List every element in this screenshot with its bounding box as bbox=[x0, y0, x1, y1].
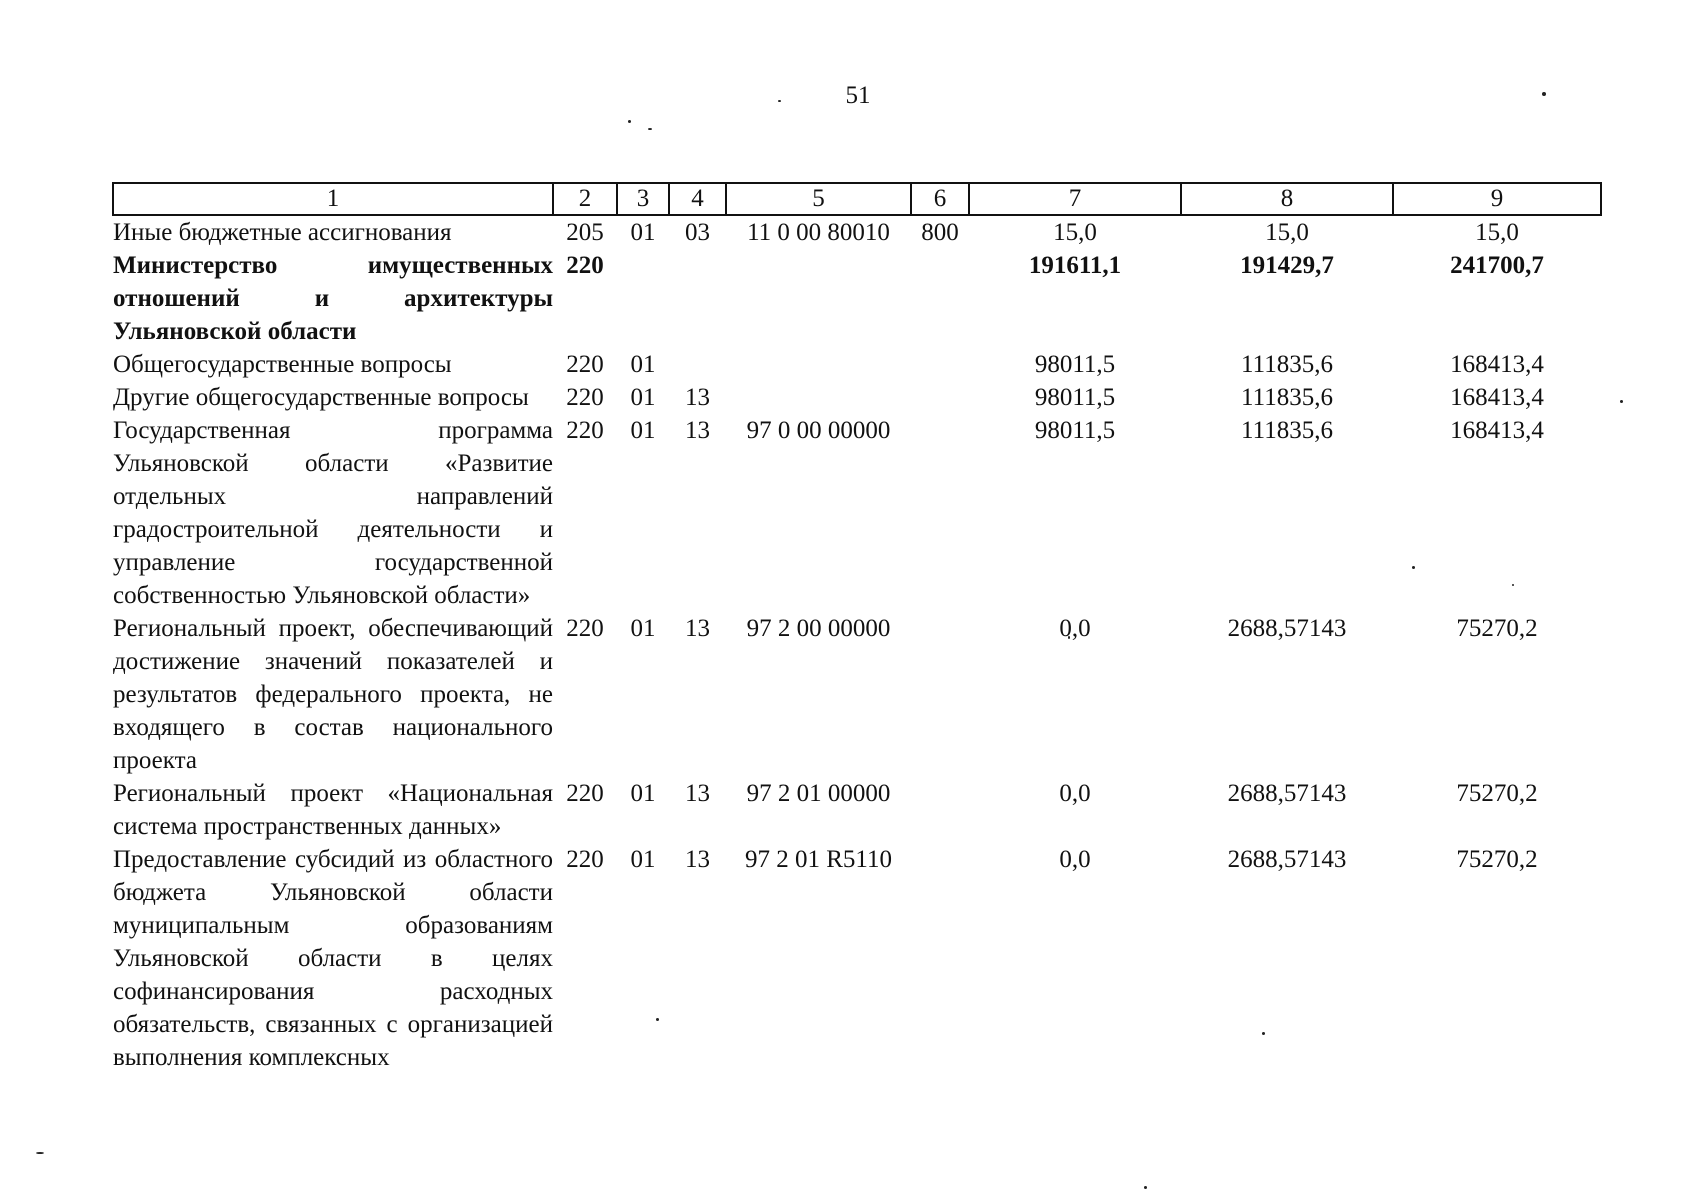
amount-cell: 0,0 bbox=[1059, 846, 1091, 873]
amount-cell: 98011,5 bbox=[1034, 351, 1116, 378]
subsection-cell: 03 bbox=[685, 219, 710, 246]
section-cell: 01 bbox=[630, 846, 656, 873]
subsection-cell bbox=[669, 249, 726, 348]
header-row bbox=[113, 183, 1601, 215]
row-name-cell: Иные бюджетные ассигнования bbox=[113, 219, 452, 246]
target-article-cell: 97 2 01 R5110 bbox=[745, 846, 892, 873]
ministry-code-cell: 220 bbox=[566, 252, 604, 279]
amount-cell: 98011,5 bbox=[1034, 417, 1116, 444]
header-cell: 8 bbox=[1181, 183, 1393, 215]
ministry-code-cell: 220 bbox=[566, 351, 604, 378]
ministry-code-cell: 220 bbox=[566, 780, 604, 807]
expense-type-cell bbox=[911, 843, 969, 1074]
amount-cell: 15,0 bbox=[1265, 219, 1309, 246]
section-cell: 01 bbox=[630, 417, 656, 444]
ministry-code-cell: 220 bbox=[566, 846, 604, 873]
header-cell: 6 bbox=[911, 183, 969, 215]
amount-cell: 75270,2 bbox=[1456, 615, 1538, 642]
amount-cell: 111835,6 bbox=[1241, 351, 1333, 378]
expense-type-cell bbox=[911, 249, 969, 348]
amount-cell: 191429,7 bbox=[1240, 252, 1334, 279]
table-row bbox=[113, 381, 1601, 414]
expense-type-cell bbox=[911, 381, 969, 414]
table-row bbox=[113, 414, 1601, 612]
subsection-cell: 13 bbox=[685, 846, 710, 873]
section-cell: 01 bbox=[630, 780, 656, 807]
amount-cell: 2688,57143 bbox=[1227, 846, 1347, 873]
row-name-cell: Предоставление субсидий из областного бюджета Ульяновской области муниципальным образованиям Ульяновской области в целях софинансирования расходных обязательств, связанных с организацией выполнения комплексных bbox=[113, 846, 553, 1071]
amount-cell: 15,0 bbox=[1475, 219, 1519, 246]
amount-cell: 2688,57143 bbox=[1227, 615, 1347, 642]
header-cell: 1 bbox=[113, 183, 553, 215]
subsection-cell: 13 bbox=[685, 780, 710, 807]
scan-speck bbox=[778, 100, 781, 102]
row-name-cell: Общегосударственные вопросы bbox=[113, 351, 452, 378]
amount-cell: 0,0 bbox=[1059, 780, 1091, 807]
target-article-cell bbox=[726, 381, 911, 414]
row-name-cell: Региональный проект «Национальная система пространственных данных» bbox=[113, 780, 553, 840]
scan-speck bbox=[628, 120, 631, 123]
target-article-cell bbox=[726, 249, 911, 348]
expense-type-cell bbox=[911, 612, 969, 777]
amount-cell: 111835,6 bbox=[1241, 384, 1333, 411]
amount-cell: 168413,4 bbox=[1450, 384, 1544, 411]
scan-speck bbox=[1620, 400, 1623, 403]
section-cell bbox=[617, 249, 669, 348]
scan-speck bbox=[1144, 1186, 1147, 1189]
amount-cell: 98011,5 bbox=[1034, 384, 1116, 411]
ministry-code-cell: 205 bbox=[566, 219, 604, 246]
expense-type-cell bbox=[911, 777, 969, 843]
header-cell: 3 bbox=[617, 183, 669, 215]
amount-cell: 75270,2 bbox=[1456, 780, 1538, 807]
row-name-cell: Другие общегосударственные вопросы bbox=[113, 384, 529, 411]
target-article-cell: 97 2 00 00000 bbox=[746, 615, 891, 642]
subsection-cell bbox=[669, 348, 726, 381]
amount-cell: 0,0 bbox=[1059, 615, 1091, 642]
page-number: 51 bbox=[845, 82, 871, 109]
target-article-cell: 97 2 01 00000 bbox=[746, 780, 891, 807]
subsection-cell: 13 bbox=[685, 615, 710, 642]
section-cell: 01 bbox=[630, 351, 656, 378]
section-cell: 01 bbox=[630, 615, 656, 642]
subsection-cell: 13 bbox=[685, 417, 710, 444]
header-cell: 5 bbox=[726, 183, 911, 215]
target-article-cell bbox=[726, 348, 911, 381]
amount-cell: 168413,4 bbox=[1450, 351, 1544, 378]
amount-cell: 191611,1 bbox=[1028, 252, 1122, 279]
table-row bbox=[113, 843, 1601, 1074]
table-row bbox=[113, 777, 1601, 843]
expense-type-cell: 800 bbox=[921, 219, 959, 246]
budget-table bbox=[112, 182, 1602, 1074]
table-row bbox=[113, 612, 1601, 777]
subsection-cell: 13 bbox=[685, 384, 710, 411]
header-cell: 7 bbox=[969, 183, 1181, 215]
header-cell: 4 bbox=[669, 183, 726, 215]
ministry-code-cell: 220 bbox=[566, 384, 604, 411]
section-cell: 01 bbox=[630, 219, 656, 246]
header-cell: 2 bbox=[553, 183, 617, 215]
amount-cell: 111835,6 bbox=[1241, 417, 1333, 444]
expense-type-cell bbox=[911, 414, 969, 612]
row-name-cell: Государственная программа Ульяновской области «Развитие отдельных направлений градостроительной деятельности и управление государственной собственностью Ульяновской области» bbox=[113, 417, 553, 609]
amount-cell: 15,0 bbox=[1053, 219, 1097, 246]
row-name-cell: Региональный проект, обеспечивающий достижение значений показателей и результатов федерального проекта, не входящего в состав национального проекта bbox=[113, 615, 553, 774]
amount-cell: 2688,57143 bbox=[1227, 780, 1347, 807]
target-article-cell: 11 0 00 80010 bbox=[747, 219, 890, 246]
target-article-cell: 97 0 00 00000 bbox=[746, 417, 891, 444]
amount-cell: 241700,7 bbox=[1450, 252, 1544, 279]
section-cell: 01 bbox=[630, 384, 656, 411]
expense-type-cell bbox=[911, 348, 969, 381]
scan-speck bbox=[36, 1152, 44, 1154]
table-row bbox=[113, 215, 1601, 249]
amount-cell: 168413,4 bbox=[1450, 417, 1544, 444]
amount-cell: 75270,2 bbox=[1456, 846, 1538, 873]
table-row bbox=[113, 348, 1601, 381]
table-row bbox=[113, 249, 1601, 348]
header-cell: 9 bbox=[1393, 183, 1601, 215]
ministry-code-cell: 220 bbox=[566, 615, 604, 642]
scan-speck bbox=[1542, 92, 1546, 96]
row-name-cell: Министерство имущественных отношений и архитектуры Ульяновской области bbox=[113, 252, 553, 345]
ministry-code-cell: 220 bbox=[566, 417, 604, 444]
scan-speck bbox=[648, 128, 652, 130]
